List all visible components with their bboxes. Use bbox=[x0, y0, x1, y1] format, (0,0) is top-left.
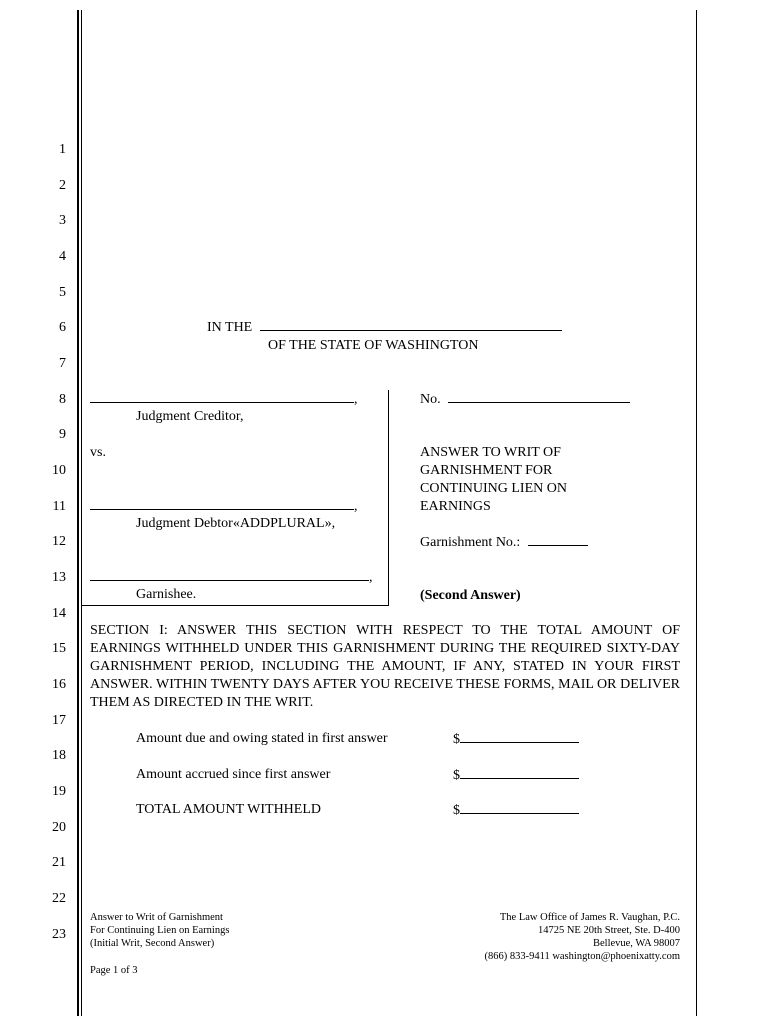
garnishee-label: Garnishee. bbox=[136, 587, 197, 602]
debtor-label: Judgment Debtor«ADDPLURAL», bbox=[136, 516, 336, 531]
footer-title-line: Answer to Writ of Garnishment bbox=[90, 912, 223, 923]
second-answer-label: (Second Answer) bbox=[420, 588, 521, 603]
document-title-line: GARNISHMENT FOR bbox=[420, 463, 553, 478]
line-number: 4 bbox=[59, 249, 66, 264]
debtor-name-blank bbox=[90, 497, 354, 510]
line-number: 7 bbox=[59, 356, 66, 371]
law-office-contact: (866) 833-9411 washington@phoenixatty.com bbox=[484, 951, 680, 962]
amount-row-label: TOTAL AMOUNT WITHHELD bbox=[136, 802, 322, 817]
garnishment-number-blank bbox=[528, 533, 588, 546]
court-in-the: IN THE bbox=[207, 320, 253, 335]
line-number: 6 bbox=[59, 320, 66, 335]
section-one-instructions: SECTION I: ANSWER THIS SECTION WITH RESPECT TO THE TOTAL AMOUNT OF EARNINGS WITHHELD UNDER THIS GARNISHMENT DURING THE REQUIRED SIXTY-DAY GARNISHMENT PERIOD, INCLUDING THE AMOUNT, IF ANY, STATED IN YOUR FIRST ANSWER. WITHIN TWENTY DAYS AFTER YOU RECEIVE THESE FORMS, MAIL OR DELIVER THEM AS DIRECTED IN THE WRIT. bbox=[90, 623, 680, 710]
line-number: 18 bbox=[52, 748, 66, 763]
creditor-line: , bbox=[90, 390, 358, 409]
court-name-blank bbox=[260, 318, 562, 331]
line-number: 11 bbox=[52, 499, 66, 514]
garnishee-name-blank bbox=[90, 568, 369, 581]
footer-title-line: (Initial Writ, Second Answer) bbox=[90, 938, 215, 949]
line-number: 19 bbox=[52, 784, 66, 799]
line-number: 20 bbox=[52, 820, 66, 835]
document-title-line: ANSWER TO WRIT OF bbox=[420, 445, 561, 460]
line-number: 21 bbox=[52, 855, 66, 870]
line-number: 15 bbox=[52, 641, 66, 656]
line-number: 14 bbox=[52, 606, 66, 621]
amount-row-label: Amount accrued since first answer bbox=[136, 767, 331, 782]
document-title-line: CONTINUING LIEN ON bbox=[420, 481, 567, 496]
amount-row-label: Amount due and owing stated in first answer bbox=[136, 731, 388, 746]
line-number: 5 bbox=[59, 285, 66, 300]
caption-bottom-rule bbox=[82, 605, 389, 606]
line-number: 17 bbox=[52, 713, 66, 728]
creditor-name-blank bbox=[90, 390, 354, 403]
line-number: 12 bbox=[52, 534, 66, 549]
left-margin-rule-inner bbox=[81, 10, 83, 1016]
line-number: 2 bbox=[59, 178, 66, 193]
footer-document-title bbox=[90, 911, 229, 950]
left-margin-rule-outer bbox=[77, 10, 79, 1016]
total-withheld-blank[interactable] bbox=[460, 801, 579, 814]
debtor-line: , bbox=[90, 497, 358, 516]
case-number-blank bbox=[448, 390, 630, 403]
footer-title-line: For Continuing Lien on Earnings bbox=[90, 925, 230, 936]
law-office-city: Bellevue, WA 98007 bbox=[592, 938, 680, 949]
amount-row-field: $ bbox=[453, 766, 579, 785]
line-number: 3 bbox=[59, 213, 66, 228]
law-office-name: The Law Office of James R. Vaughan, P.C. bbox=[499, 912, 680, 923]
right-margin-rule bbox=[696, 10, 697, 1016]
page-number: Page 1 of 3 bbox=[90, 965, 138, 976]
law-office-street: 14725 NE 20th Street, Ste. D-400 bbox=[537, 925, 680, 936]
document-title-line: EARNINGS bbox=[420, 499, 491, 514]
line-number: 23 bbox=[52, 927, 66, 942]
creditor-label: Judgment Creditor, bbox=[136, 409, 244, 424]
case-number: No. bbox=[420, 390, 630, 409]
line-number: 22 bbox=[52, 891, 66, 906]
line-number: 8 bbox=[59, 392, 66, 407]
garnishment-number: Garnishment No.: bbox=[420, 533, 588, 552]
court-heading bbox=[207, 318, 562, 337]
footer-law-office bbox=[484, 911, 680, 963]
court-state: OF THE STATE OF WASHINGTON bbox=[268, 338, 479, 353]
line-number: 13 bbox=[52, 570, 66, 585]
caption-vertical-rule bbox=[388, 390, 389, 606]
amount-accrued-blank[interactable] bbox=[460, 766, 579, 779]
amount-row-field: $ bbox=[453, 801, 579, 820]
amount-due-blank[interactable] bbox=[460, 730, 579, 743]
garnishee-line: , bbox=[90, 568, 373, 587]
line-number: 10 bbox=[52, 463, 66, 478]
line-number: 16 bbox=[52, 677, 66, 692]
document-title bbox=[420, 444, 567, 516]
line-number: 1 bbox=[59, 142, 66, 157]
amount-row-field: $ bbox=[453, 730, 579, 749]
line-number: 9 bbox=[59, 427, 66, 442]
vs-label: vs. bbox=[90, 445, 106, 460]
